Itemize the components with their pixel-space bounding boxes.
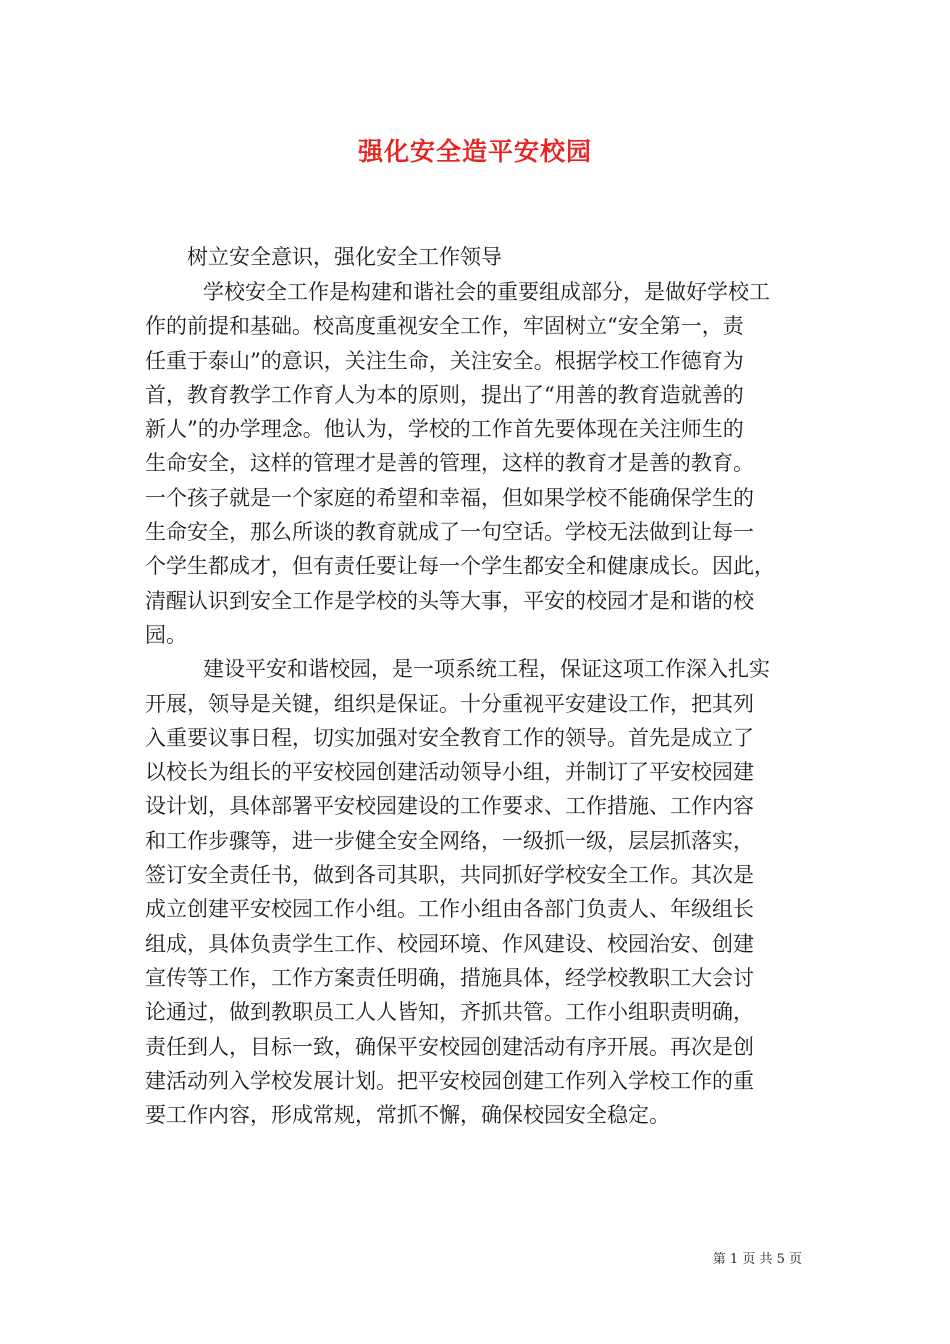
page-number: 第 1 页 共 5 页 [712, 1252, 802, 1267]
paragraph-line: 个学生都成才，但有责任要让每一个学生都安全和健康成长。因此， [145, 554, 775, 579]
section-heading: 树立安全意识，强化安全工作领导 [187, 245, 502, 269]
paragraph-line: 建设平安和谐校园，是一项系统工程，保证这项工作深入扎实 [203, 657, 770, 682]
paragraph-line: 生命安全，那么所谈的教育就成了一句空话。学校无法做到让每一 [145, 520, 754, 545]
paragraph-line: 组成，具体负责学生工作、校园环境、作风建设、校园治安、创建 [145, 931, 754, 956]
paragraph-line: 任重于泰山”的意识，关注生命，关注安全。根据学校工作德育为 [145, 348, 744, 373]
paragraph-line: 一个孩子就是一个家庭的希望和幸福，但如果学校不能确保学生的 [145, 485, 754, 510]
paragraph-line: 建活动列入学校发展计划。把平安校园创建工作列入学校工作的重 [145, 1068, 754, 1093]
paragraph-line: 入重要议事日程，切实加强对安全教育工作的领导。首先是成立了 [145, 725, 754, 750]
body-text [145, 275, 825, 1132]
paragraph-line: 园。 [145, 622, 187, 647]
paragraph-line: 作的前提和基础。校高度重视安全工作，牢固树立“安全第一，责 [145, 314, 744, 339]
paragraph-line: 责任到人，目标一致，确保平安校园创建活动有序开展。再次是创 [145, 1034, 754, 1059]
paragraph-line: 首，教育教学工作育人为本的原则，提出了“用善的教育造就善的 [145, 382, 744, 407]
paragraph-line: 宣传等工作，工作方案责任明确，措施具体，经学校教职工大会讨 [145, 965, 754, 990]
paragraph-line: 生命安全，这样的管理才是善的管理，这样的教育才是善的教育。 [145, 451, 754, 476]
paragraph-line: 设计划，具体部署平安校园建设的工作要求、工作措施、工作内容 [145, 794, 754, 819]
paragraph-line: 学校安全工作是构建和谐社会的重要组成部分，是做好学校工 [203, 280, 770, 304]
document-title: 强化安全造平安校园 [357, 137, 592, 166]
paragraph-line: 开展，领导是关键，组织是保证。十分重视平安建设工作，把其列 [145, 691, 754, 716]
paragraph-line: 论通过，做到教职员工人人皆知，齐抓共管。工作小组职责明确， [145, 1000, 754, 1025]
paragraph-line: 要工作内容，形成常规，常抓不懈，确保校园安全稳定。 [145, 1103, 670, 1128]
paragraph-line: 成立创建平安校园工作小组。工作小组由各部门负责人、年级组长 [145, 897, 754, 922]
paragraph-line: 清醒认识到安全工作是学校的头等大事，平安的校园才是和谐的校 [145, 588, 754, 613]
paragraph-line: 和工作步骤等，进一步健全安全网络，一级抓一级，层层抓落实， [145, 828, 754, 853]
paragraph-line: 签订安全责任书，做到各司其职，共同抓好学校安全工作。其次是 [145, 863, 754, 888]
paragraph-line: 以校长为组长的平安校园创建活动领导小组，并制订了平安校园建 [145, 760, 754, 785]
paragraph-line: 新人”的办学理念。他认为，学校的工作首先要体现在关注师生的 [145, 417, 744, 442]
